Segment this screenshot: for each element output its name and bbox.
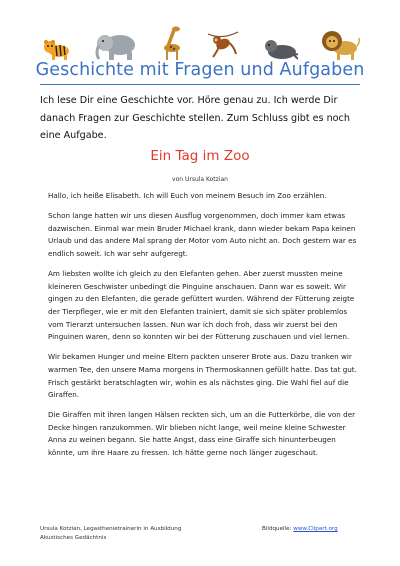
source-label: Bildquelle: bbox=[262, 526, 292, 532]
story-paragraph: Die Giraffen mit ihren langen Hälsen reckten sich, um an die Futterkörbe, die von der Decke hingen ranzukommen. Wir blieben nicht lange, weil meine kleine Schwester Anna zu weinen begann. Sie hatte Angst, dass eine Giraffe sich hinunterbeugen könnte, um ihre Haare zu fressen. Ich hätte gerne noch länger zugeschaut. bbox=[48, 410, 356, 458]
source-link[interactable]: www.Clipart.org bbox=[293, 526, 338, 532]
page-title: Geschichte mit Fragen und Aufgaben bbox=[35, 60, 365, 80]
animal-icon-strip bbox=[42, 24, 360, 60]
footer-image-source bbox=[262, 525, 382, 534]
story-paragraph: Am liebsten wollte ich gleich zu den Elefanten gehen. Aber zuerst mussten meine kleineren Geschwister unbedingt die Pinguine anschauen. Dann war es soweit. Wir gingen zu den Elefanten, die gerade gefüttert wurden. Während der Fütterung zeigte der Tierpfleger, wie er mit den Elefanten trainiert, damit sie sich später problemlos vom Tierarzt untersuchen lassen. Nun war ich doch froh, dass wir zuerst bei den Pinguinen waren, denn so konnten wir bei der Fütterung zuschauen und viel lernen. bbox=[48, 269, 355, 342]
footer-author-line: Ursula Kotzian, Legasthenietrainerin in Ausbildung bbox=[40, 526, 182, 532]
seal-icon bbox=[262, 38, 298, 60]
tiger-icon bbox=[42, 36, 72, 60]
footer-author bbox=[40, 525, 240, 542]
story-author: von Ursula Kotzian bbox=[172, 176, 228, 183]
lion-icon bbox=[320, 28, 360, 60]
monkey-icon bbox=[206, 30, 240, 60]
story-body bbox=[48, 190, 358, 467]
story-title: Ein Tag im Zoo bbox=[150, 148, 250, 164]
elephant-icon bbox=[94, 32, 138, 60]
title-underline bbox=[40, 84, 360, 85]
footer-subject-line: Akustisches Gedächtnis bbox=[40, 534, 107, 541]
giraffe-icon bbox=[160, 24, 184, 60]
story-paragraph: Schon lange hatten wir uns diesen Ausflug vorgenommen, doch immer kam etwas dazwischen. Einmal war mein Bruder Michael krank, dann wieder bekam Papa keinen Urlaub und das andere Mal sprang der Motor vom Auto nicht an. Doch gestern war es endlich soweit. Ich war sehr aufgeregt. bbox=[48, 211, 357, 258]
story-paragraph: Wir bekamen Hunger und meine Eltern packten unserer Brote aus. Dazu tranken wir warmen Tee, den unsere Mama morgens in Thermoskannen gefüllt hatte. Das tat gut. Frisch gestärkt beratschlagten wir, wohin es als nächstes ging. Die Wahl fiel auf die Giraffen. bbox=[48, 352, 357, 400]
intro-text: Ich lese Dir eine Geschichte vor. Höre genau zu. Ich werde Dir danach Fragen zur Geschichte stellen. Zum Schluss gibt es noch eine Aufgabe. bbox=[40, 95, 350, 141]
story-paragraph: Hallo, ich heiße Elisabeth. Ich will Euch von meinem Besuch im Zoo erzählen. bbox=[48, 191, 327, 200]
